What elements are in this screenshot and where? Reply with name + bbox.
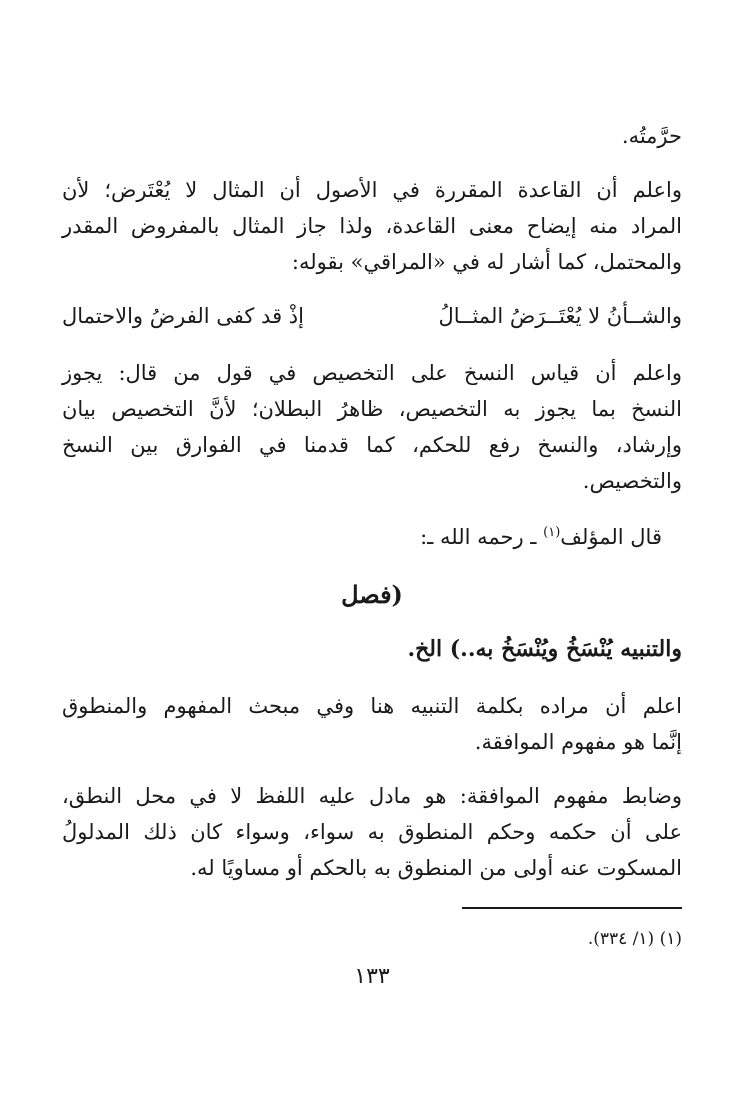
para2-line3: وإرشاد، والنسخ رفع للحكم، كما قدمنا في الفوارق بين النسخ: [62, 433, 682, 457]
para1-line3: والمحتمل، كما أشار له في «المراقي» بقوله:: [291, 250, 682, 274]
verse-first-hemistich: والشــأنُ لا يُعْتَــرَضُ المثــالُ: [438, 304, 682, 328]
author-intro-before: قال المؤلف: [560, 525, 662, 549]
para4-line3: المسكوت عنه أولى من المنطوق به بالحكم أو مساويًا له.: [190, 856, 682, 880]
para1-line2: المراد منه إيضاح معنى القاعدة، ولذا جاز المثال بالمفروض المقدر: [62, 214, 683, 238]
page-number: ١٣٣: [354, 964, 390, 989]
verse-second-hemistich: إذْ قد كفى الفرضُ والاحتمال: [62, 304, 304, 328]
para1-line1: واعلم أن القاعدة المقررة في الأصول أن المثال لا يُعْتَرض؛ لأن: [62, 178, 682, 202]
para3-line2: إنَّما هو مفهوم الموافقة.: [474, 730, 682, 754]
footnote-divider: [462, 907, 682, 909]
para2-line2: النسخ بما يجوز به التخصيص، ظاهرُ البطلان؛ لأنَّ التخصيص بيان: [62, 397, 682, 421]
author-intro: [62, 521, 662, 553]
para4-line1: وضابط مفهوم الموافقة: هو مادل عليه اللفظ لا في محل النطق،: [62, 784, 682, 808]
section-heading: (فصل: [341, 580, 403, 609]
quoted-text: والتنبيه يُنْسَخُ ويُنْسَخُ به..) الخ.: [407, 636, 682, 662]
footnote: (١) (١/ ٣٣٤).: [587, 929, 682, 949]
para2-line4: والتخصيص.: [582, 469, 682, 493]
para4-line2: على أن حكمه وحكم المنطوق به سواء، وسواء كان ذلك المدلولُ: [62, 820, 682, 844]
footnote-ref: (١): [543, 525, 561, 540]
author-intro-after: ـ رحمه الله ـ:: [420, 525, 544, 549]
book-page: [62, 0, 682, 1106]
para3-line1: اعلم أن مراده بكلمة التنبيه هنا وفي مبحث المفهوم والمنطوق: [62, 694, 682, 718]
top-fragment: حرَّمتُه.: [621, 124, 682, 148]
para2-line1: واعلم أن قياس النسخ على التخصيص في قول من قال: يجوز: [62, 361, 682, 385]
